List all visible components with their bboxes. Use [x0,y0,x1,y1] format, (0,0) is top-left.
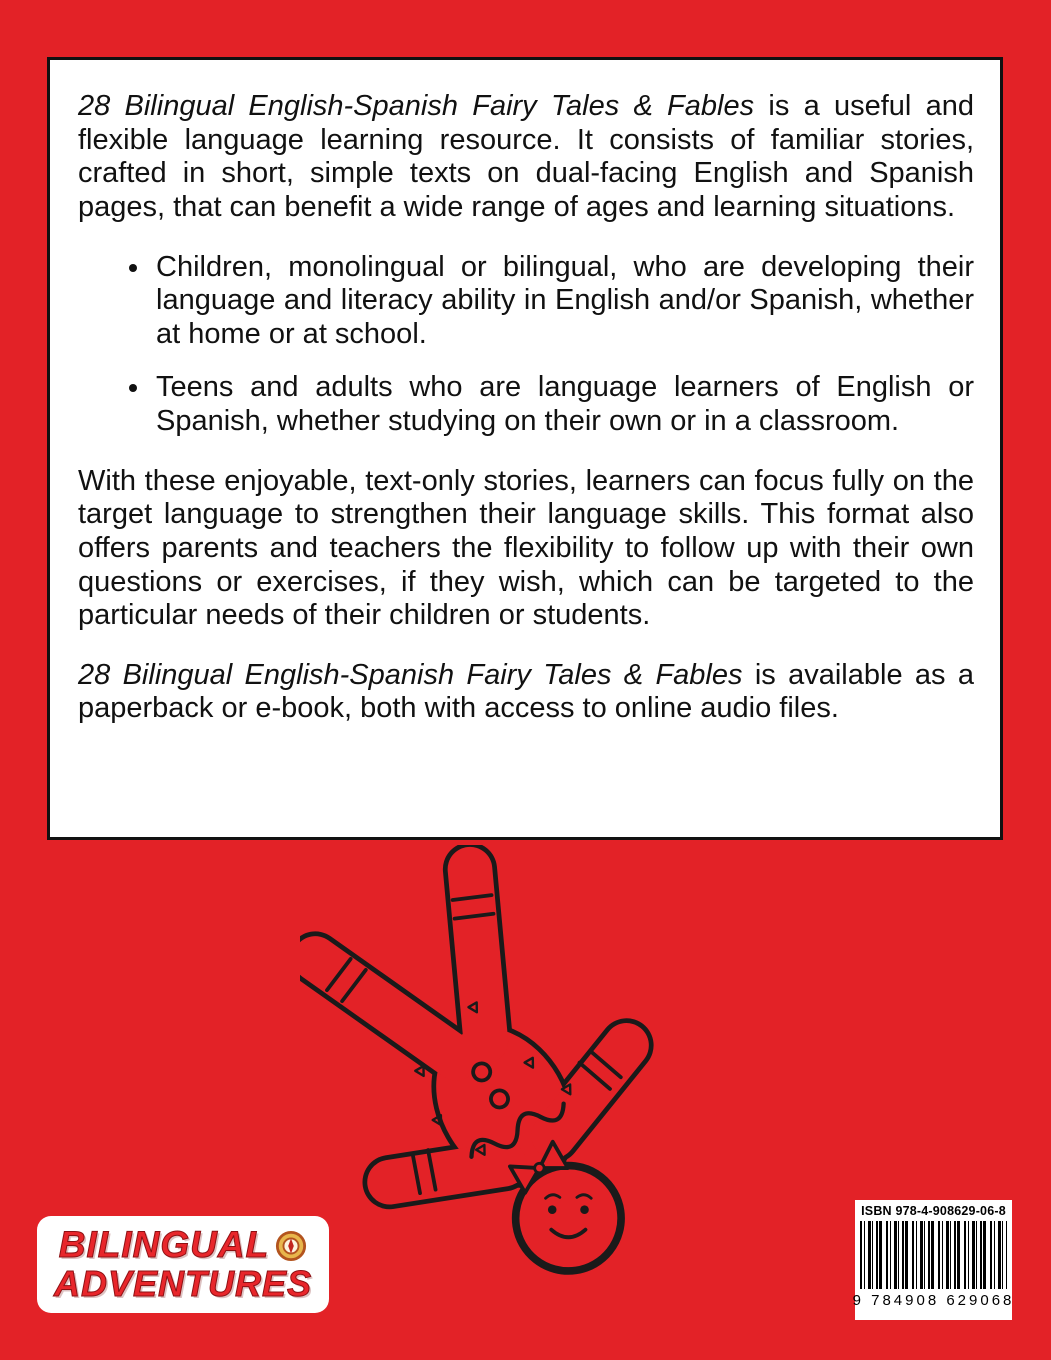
book-title-italic: 28 Bilingual English-Spanish Fairy Tales & Fables [78,658,743,691]
list-item: • Children, monolingual or bilingual, who are developing their language and literacy ability in English and/or Spanish, whether at home or at school. [152,251,974,352]
gingerbread-man-icon [300,845,680,1339]
logo-line-2 [54,1265,312,1303]
availability-paragraph [78,659,974,726]
compass-cookie-icon [275,1230,307,1262]
gingerbread-man-illustration [300,845,680,1339]
description-box [47,57,1003,840]
intro-paragraph [78,90,974,225]
intro-paragraph-text: is a useful and flexible language learning resource. It consists of familiar stories, crafted in short, simple texts on dual-facing English and Spanish pages, that can benefit a wide range of ages and learning situations. [78,90,974,223]
book-title-italic: 28 Bilingual English-Spanish Fairy Tales & Fables [78,90,755,122]
isbn-barcode [852,1200,1015,1320]
benefits-paragraph: With these enjoyable, text-only stories, learners can focus fully on the target language to strengthen their language skills. This format also offers parents and teachers the flexibility to follow up with their own questions or exercises, if they wish, which can be targeted to the particular needs of their children or students. [78,464,974,632]
barcode-bars [860,1221,1007,1289]
audience-list [78,251,974,439]
availability-paragraph-text: is available as a paperback or e-book, both with access to online audio files. [78,658,974,725]
isbn-label: ISBN 978-4-908629-06-8 [861,1204,1006,1218]
isbn-number: 9 784908 629068 [852,1292,1015,1309]
logo-text-bilingual: BILINGUAL [58,1224,270,1266]
logo-line-1 [59,1226,307,1265]
publisher-logo [37,1216,329,1313]
logo-text-adventures: ADVENTURES [53,1263,313,1305]
list-item: • Teens and adults who are language learners of English or Spanish, whether studying on their own or in a classroom. [152,371,974,438]
